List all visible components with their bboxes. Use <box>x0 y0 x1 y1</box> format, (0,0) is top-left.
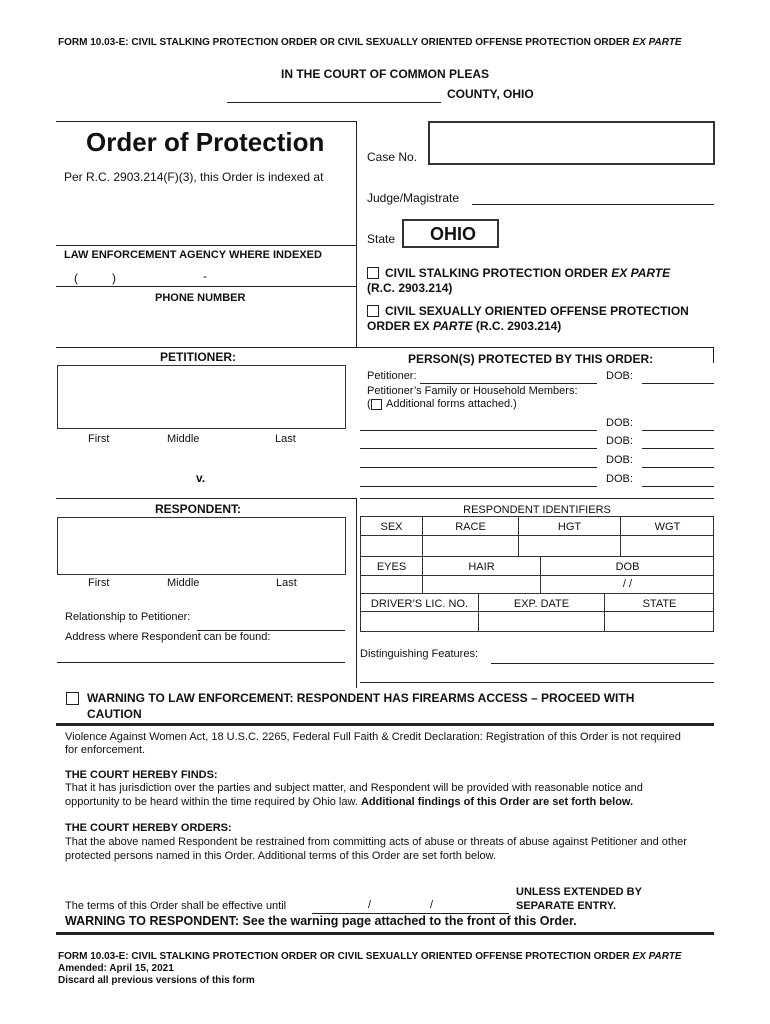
sex-field[interactable] <box>361 536 423 557</box>
county-field[interactable] <box>227 102 441 103</box>
sexual-offense-order-label: CIVIL SEXUALLY ORIENTED OFFENSE PROTECTION <box>385 304 689 318</box>
protected-petitioner-label: Petitioner: <box>367 370 417 382</box>
agency-label: LAW ENFORCEMENT AGENCY WHERE INDEXED <box>64 249 322 261</box>
drivers-license-field[interactable] <box>361 612 479 631</box>
additional-forms-checkbox[interactable] <box>371 399 382 410</box>
stalking-order-label <box>385 266 670 280</box>
eyes-field[interactable] <box>361 576 423 594</box>
address-field[interactable] <box>57 662 345 663</box>
family-member-1-dob-field[interactable] <box>642 430 714 431</box>
hair-field[interactable] <box>423 576 541 594</box>
sexual-offense-order-ex-parte: PARTE <box>433 319 473 333</box>
family-member-1-field[interactable] <box>360 430 597 431</box>
unless-extended-line2: SEPARATE ENTRY. <box>516 900 617 912</box>
family-member-4-field[interactable] <box>360 486 597 487</box>
firearms-warning-checkbox[interactable] <box>66 692 79 705</box>
wgt-field[interactable] <box>621 536 714 557</box>
respondent-middle-label: Middle <box>167 577 200 589</box>
wgt-header: WGT <box>621 517 714 536</box>
respondent-heading: RESPONDENT: <box>155 502 242 516</box>
form-header-text: FORM 10.03-E: CIVIL STALKING PROTECTION ORDER OR CIVIL SEXUALLY ORIENTED OFFENSE PROTECTION ORDER <box>58 37 633 48</box>
features-field-2[interactable] <box>360 682 714 683</box>
license-state-field[interactable] <box>605 612 714 631</box>
identifiers-divider <box>360 498 714 499</box>
dob-header: DOB <box>541 557 714 576</box>
state-label: State <box>367 232 396 246</box>
effective-date-slash-1: / <box>368 899 372 911</box>
hgt-header: HGT <box>519 517 621 536</box>
finds-line2 <box>65 796 633 808</box>
petitioner-name-box[interactable] <box>57 365 346 429</box>
footer-form-text: FORM 10.03-E: CIVIL STALKING PROTECTION ORDER OR CIVIL SEXUALLY ORIENTED OFFENSE PROTECTION ORDER <box>58 951 633 962</box>
sexual-offense-order-text: ORDER EX <box>367 319 434 333</box>
petitioner-middle-label: Middle <box>167 433 200 445</box>
center-divider-bottom <box>356 498 357 688</box>
sex-header: SEX <box>361 517 423 536</box>
phone-close-paren: ) <box>112 271 116 285</box>
identifiers-table <box>360 516 714 632</box>
vawa-line2: for enforcement. <box>65 744 146 756</box>
family-member-3-dob-label: DOB: <box>606 454 633 466</box>
family-member-3-field[interactable] <box>360 467 597 468</box>
respondent-dob-field[interactable]: / / <box>541 576 714 594</box>
race-header: RACE <box>423 517 519 536</box>
protected-petitioner-dob-label: DOB: <box>606 370 633 382</box>
center-divider-top <box>356 121 357 347</box>
effective-date-slash-2: / <box>430 899 434 911</box>
family-member-4-dob-field[interactable] <box>642 486 714 487</box>
footer-amended: Amended: April 15, 2021 <box>58 963 174 974</box>
right-edge-tick <box>713 347 714 363</box>
respondent-name-box[interactable] <box>57 517 346 575</box>
stalking-order-statute: (R.C. 2903.214) <box>367 281 453 295</box>
family-member-2-dob-label: DOB: <box>606 435 633 447</box>
respondent-first-label: First <box>88 577 110 589</box>
judge-field[interactable] <box>472 204 714 205</box>
family-member-1-dob-label: DOB: <box>606 417 633 429</box>
protected-heading: PERSON(S) PROTECTED BY THIS ORDER: <box>408 352 654 366</box>
section-divider <box>56 347 714 348</box>
stalking-order-checkbox[interactable] <box>367 267 379 279</box>
stalking-order-text: CIVIL STALKING PROTECTION ORDER <box>385 266 612 280</box>
left-top-border <box>56 121 356 122</box>
family-label: Petitioner’s Family or Household Members: <box>367 385 578 397</box>
phone-label: PHONE NUMBER <box>155 292 246 304</box>
hgt-field[interactable] <box>519 536 621 557</box>
petitioner-first-label: First <box>88 433 110 445</box>
finds-heading: THE COURT HEREBY FINDS: <box>65 769 218 781</box>
protected-petitioner-dob-field[interactable] <box>642 383 714 384</box>
finds-line2-text: opportunity to be heard within the time required by Ohio law. <box>65 796 361 808</box>
sexual-offense-order-checkbox[interactable] <box>367 305 379 317</box>
footer-form-line <box>58 951 682 962</box>
hair-header: HAIR <box>423 557 541 576</box>
form-header <box>58 37 682 48</box>
court-name: IN THE COURT OF COMMON PLEAS <box>281 67 489 81</box>
respondent-last-label: Last <box>276 577 297 589</box>
family-member-2-dob-field[interactable] <box>642 448 714 449</box>
orders-heading: THE COURT HEREBY ORDERS: <box>65 822 232 834</box>
respondent-divider <box>56 498 356 499</box>
eyes-header: EYES <box>361 557 423 576</box>
additional-forms-label: Additional forms attached.) <box>386 398 517 410</box>
exp-date-header: EXP. DATE <box>479 594 605 612</box>
vawa-line1: Violence Against Women Act, 18 U.S.C. 2265, Federal Full Faith & Credit Declaration: Registration of this Order is not required <box>65 731 681 743</box>
additional-open-paren: ( <box>367 398 371 410</box>
bottom-thick-divider <box>56 932 714 935</box>
family-member-3-dob-field[interactable] <box>642 467 714 468</box>
effective-until-label: The terms of this Order shall be effective until <box>65 900 287 912</box>
drivers-license-header: DRIVER’S LIC. NO. <box>361 594 479 612</box>
phone-field[interactable] <box>56 286 356 287</box>
exp-date-field[interactable] <box>479 612 605 631</box>
address-label: Address where Respondent can be found: <box>65 631 271 643</box>
stalking-order-ex-parte: EX PARTE <box>611 266 671 280</box>
relationship-label: Relationship to Petitioner: <box>65 611 191 623</box>
state-value: OHIO <box>430 224 477 244</box>
orders-line2: protected persons named in this Order. Additional terms of this Order are set forth below. <box>65 850 497 862</box>
petitioner-last-label: Last <box>275 433 296 445</box>
versus-label: v. <box>196 471 206 485</box>
form-header-ex-parte: EX PARTE <box>632 37 682 48</box>
firearms-warning-line1: WARNING TO LAW ENFORCEMENT: RESPONDENT HAS FIREARMS ACCESS – PROCEED WITH <box>87 691 635 705</box>
county-label: COUNTY, OHIO <box>447 87 534 101</box>
firearms-warning-line2: CAUTION <box>87 707 142 721</box>
license-state-header: STATE <box>605 594 714 612</box>
sexual-offense-order-statute: (R.C. 2903.214) <box>472 319 562 333</box>
phone-dash: - <box>203 269 207 283</box>
unless-extended-line1: UNLESS EXTENDED BY <box>516 886 642 898</box>
respondent-warning: WARNING TO RESPONDENT: See the warning page attached to the front of this Order. <box>65 914 577 928</box>
petitioner-heading: PETITIONER: <box>160 350 237 364</box>
case-no-input[interactable] <box>428 121 715 165</box>
protected-petitioner-field[interactable] <box>420 383 597 384</box>
features-label: Distinguishing Features: <box>360 648 479 660</box>
identifiers-heading: RESPONDENT IDENTIFIERS <box>463 504 611 516</box>
sexual-offense-order-line2 <box>367 319 561 333</box>
indexed-text: Per R.C. 2903.214(F)(3), this Order is indexed at <box>64 170 324 184</box>
features-field-1[interactable] <box>491 663 714 664</box>
family-member-4-dob-label: DOB: <box>606 473 633 485</box>
page-title: Order of Protection <box>86 127 325 157</box>
case-no-label: Case No. <box>367 150 418 164</box>
finds-line2-bold: Additional findings of this Order are set forth below. <box>360 796 634 808</box>
family-member-2-field[interactable] <box>360 448 597 449</box>
thick-divider <box>56 723 714 726</box>
race-field[interactable] <box>423 536 519 557</box>
footer-ex-parte: EX PARTE <box>632 951 682 962</box>
judge-label: Judge/Magistrate <box>367 191 460 205</box>
orders-line1: That the above named Respondent be restrained from committing acts of abuse or threats of abuse against Petitioner and other <box>65 836 687 848</box>
phone-open-paren: ( <box>74 271 78 285</box>
footer-discard: Discard all previous versions of this form <box>58 975 255 986</box>
agency-line <box>56 245 356 246</box>
finds-line1: That it has jurisdiction over the parties and subject matter, and Respondent will be provided with reasonable notice and <box>65 782 643 794</box>
